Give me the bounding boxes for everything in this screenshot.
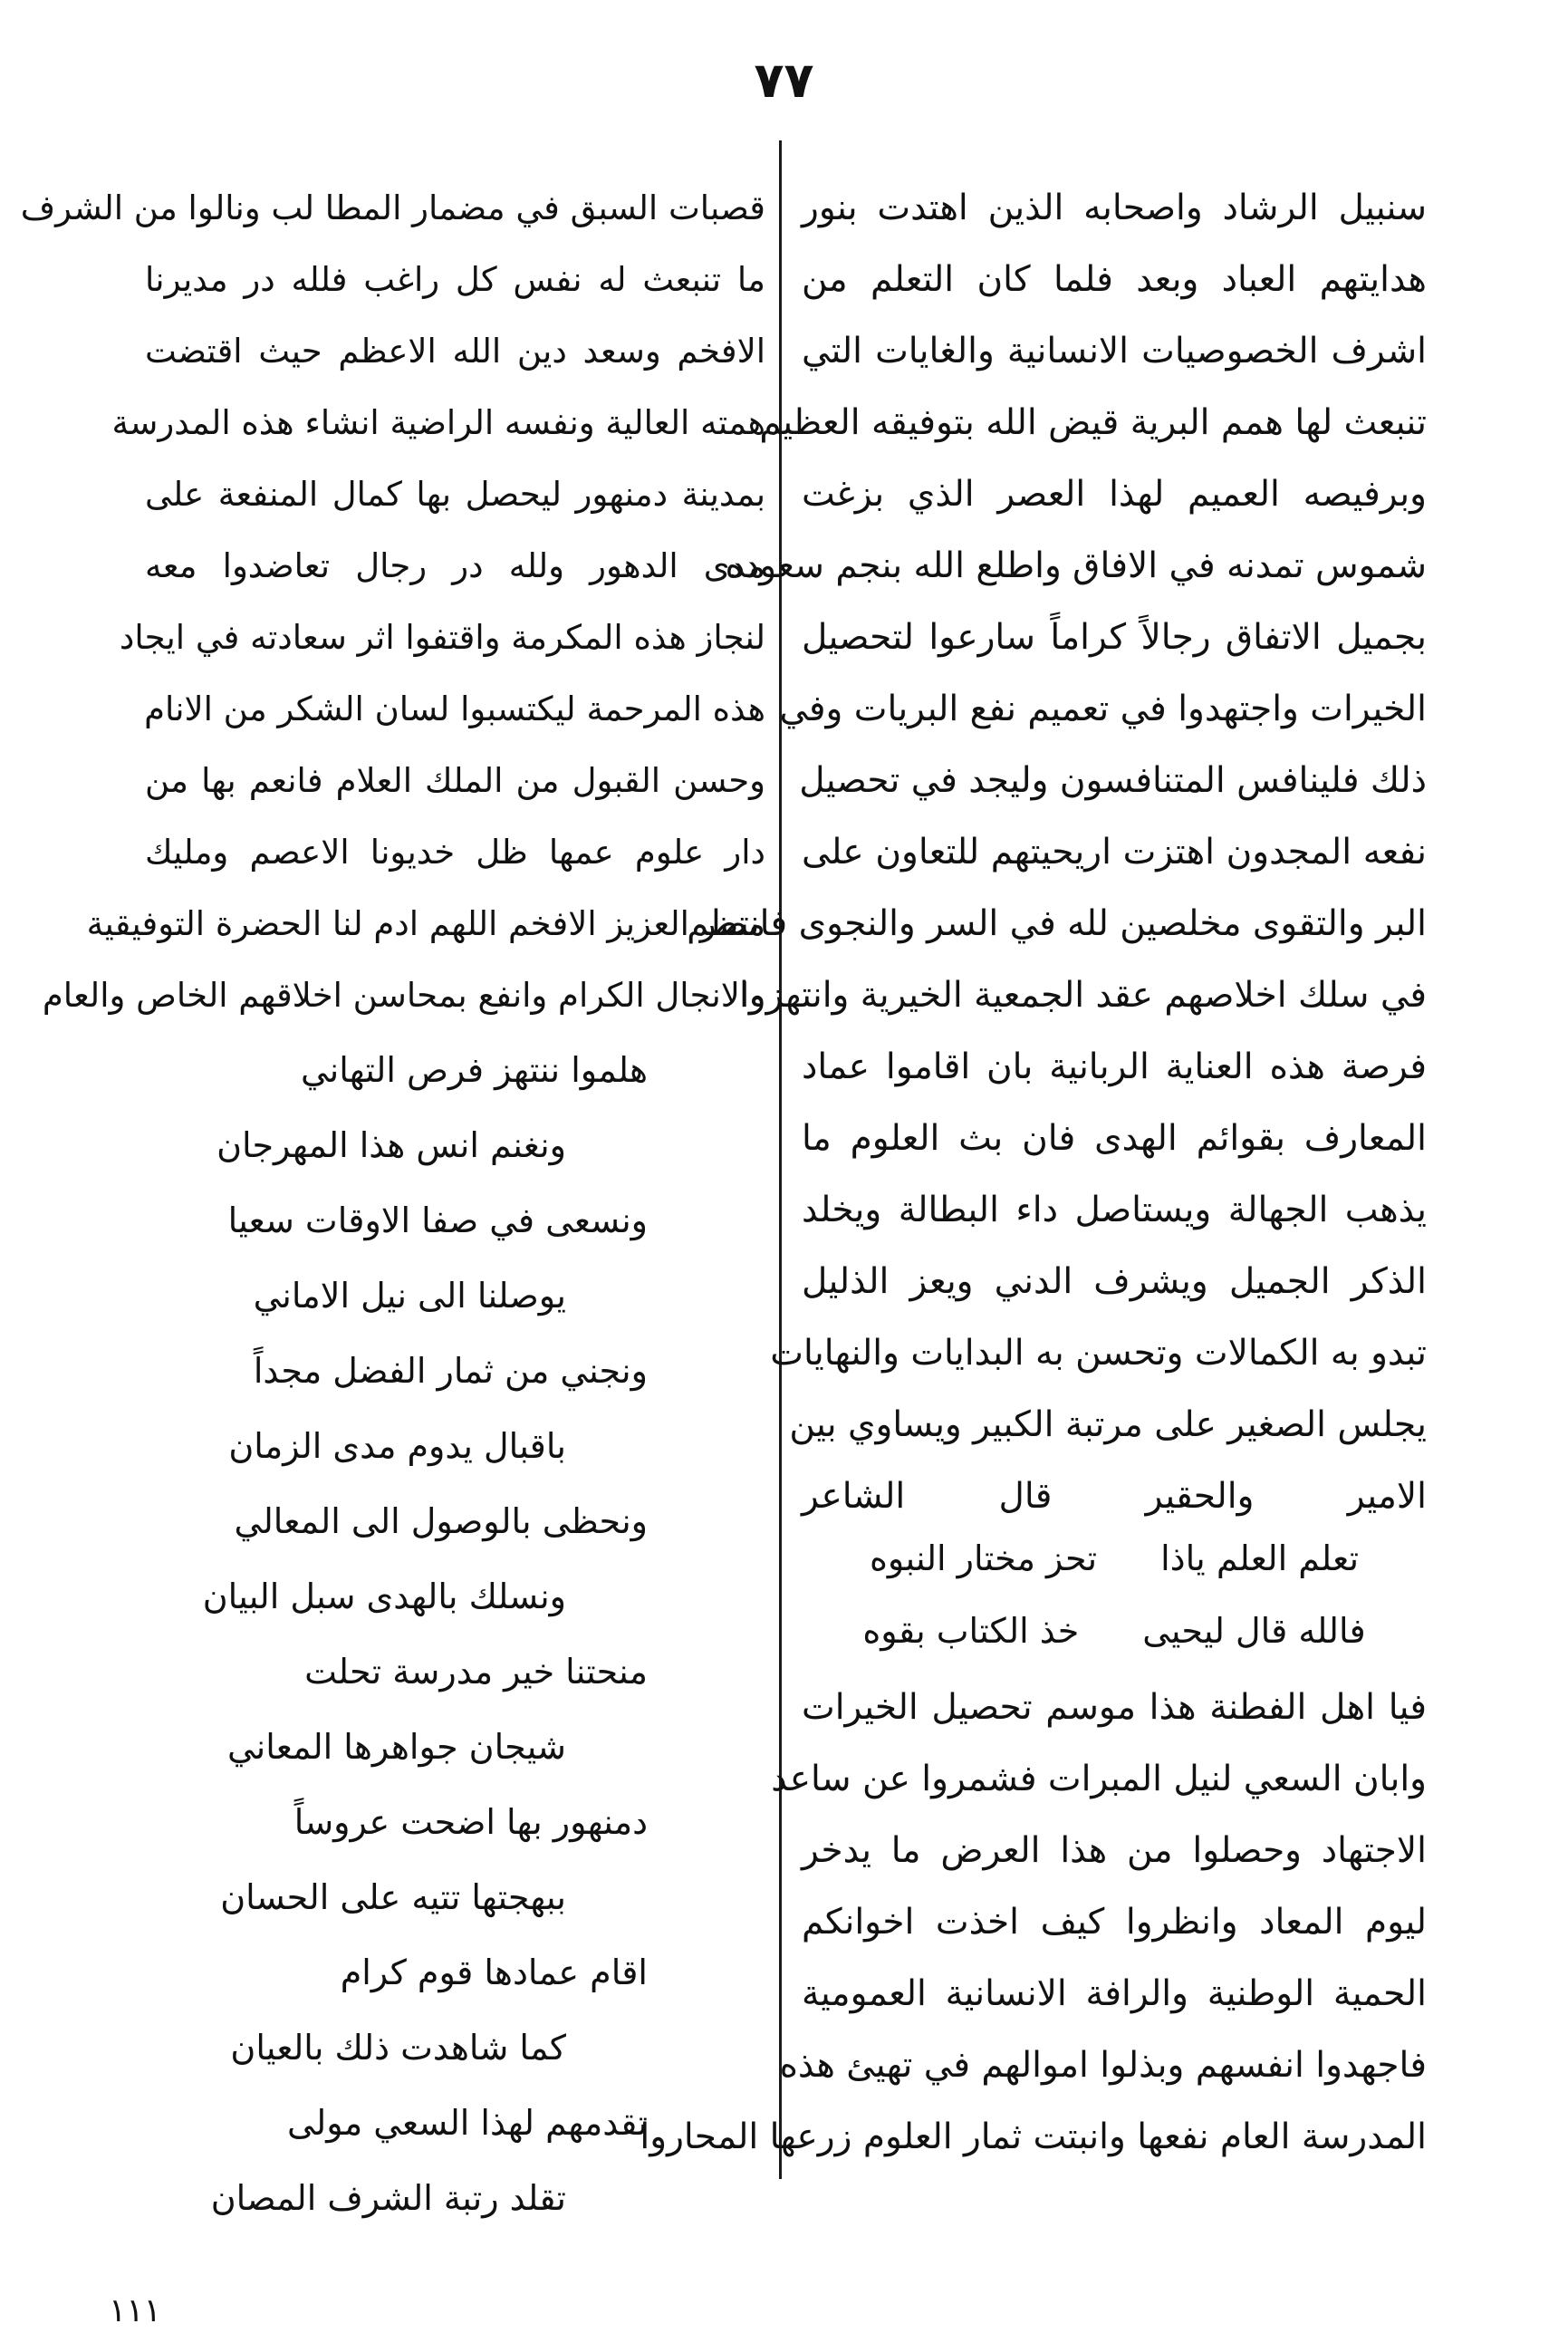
text-line: بمدينة دمنهور ليحصل بها كمال المنفعة على <box>145 475 765 514</box>
text-line: نفعه المجدون اهتزت اريحيتهم للتعاون على <box>802 832 1427 873</box>
text-line: تنبعث لها همم البرية قيض الله بتوفيقه العظيم <box>759 402 1427 443</box>
verse-line: منحتنا خير مدرسة تحلت <box>304 1652 648 1692</box>
text-line: في سلك اخلاصهم عقد الجمعية الخيرية وانتهزوا <box>738 975 1427 1016</box>
verse-line: هلموا ننتهز فرص التهاني <box>300 1050 648 1090</box>
verse-line: دمنهور بها اضحت عروساً <box>293 1802 648 1842</box>
quote-line <box>802 1522 1427 1595</box>
text-line: دار علوم عمها ظل خديونا الاعصم ومليك <box>145 833 765 872</box>
text-line: تبدو به الكمالات وتحسن به البدايات والنهايات <box>770 1333 1427 1374</box>
text-line: الاجتهاد وحصلوا من هذا العرض ما يدخر <box>802 1830 1427 1871</box>
left-column-verses <box>145 1033 765 2236</box>
verse-line: ببهجتها تتيه على الحسان <box>220 1877 566 1917</box>
text-line: المدرسة العام نفعها وانبتت ثمار العلوم زرعها المحاروا <box>640 2116 1427 2157</box>
text-line: شموس تمدنه في الافاق واطلع الله بنجم سعوده <box>725 545 1427 586</box>
text-line: والانجال الكرام وانفع بمحاسن اخلاقهم الخاص والعام <box>42 976 765 1015</box>
left-column-prose <box>20 172 765 1031</box>
text-line: فيا اهل الفطنة هذا موسم تحصيل الخيرات <box>802 1687 1427 1728</box>
text-line: البر والتقوى مخلصين لله في السر والنجوى فانتظم <box>687 903 1427 944</box>
verse-line: باقبال يدوم مدى الزمان <box>228 1426 566 1466</box>
text-line: لنجاز هذه المكرمة واقتفوا اثر سعادته في ايجاد <box>119 618 765 657</box>
verse-line: اقام عمادها قوم كرام <box>340 1952 648 1992</box>
hemistich: خذ الكتاب بقوه <box>862 1611 1080 1651</box>
text-line: المعارف بقوائم الهدى فان بث العلوم ما <box>802 1118 1427 1159</box>
hemistich: فالله قال ليحيى <box>1142 1611 1366 1651</box>
text-line: قصبات السبق في مضمار المطا لب ونالوا من الشرف <box>20 188 765 227</box>
verse-line: كما شاهدت ذلك بالعيان <box>230 2028 566 2068</box>
verse-line: ونسلك بالهدى سبل البيان <box>202 1576 566 1616</box>
poetry-quote <box>802 1522 1427 1667</box>
quote-line <box>802 1595 1427 1667</box>
text-line: سنبيل الرشاد واصحابه الذين اهتدت بنور <box>802 188 1427 228</box>
text-line: فرصة هذه العناية الربانية بان اقاموا عماد <box>802 1046 1427 1087</box>
verse-line: ونسعى في صفا الاوقات سعيا <box>227 1200 648 1240</box>
text-line: يذهب الجهالة ويستاصل داء البطالة ويخلد <box>802 1190 1427 1230</box>
text-line: الذكر الجميل ويشرف الدني ويعز الذليل <box>802 1261 1427 1302</box>
text-line: ما تنبعث له نفس كل راغب فلله در مديرنا <box>145 260 765 299</box>
right-column-prose-bottom <box>640 1672 1427 2173</box>
verse-line: تقلد رتبة الشرف المصان <box>210 2178 566 2218</box>
text-line: ليوم المعاد وانظروا كيف اخذت اخوانكم <box>802 1902 1427 1943</box>
right-column-prose-top <box>687 172 1427 1532</box>
text-line: الخيرات واجتهدوا في تعميم نفع البريات وفي <box>779 689 1427 729</box>
text-line: هدايتهم العباد وبعد فلما كان التعلم من <box>802 259 1427 300</box>
text-line: يجلس الصغير على مرتبة الكبير ويساوي بين <box>789 1404 1427 1445</box>
hemistich: تعلم العلم ياذا <box>1160 1538 1360 1578</box>
text-line: مدى الدهور ولله در رجال تعاضدوا معه <box>145 546 765 585</box>
footer-page-number: ١١١ <box>109 2292 162 2329</box>
text-line: وبرفيصه العميم لهذا العصر الذي بزغت <box>802 474 1427 515</box>
text-line: فاجهدوا انفسهم وبذلوا اموالهم في تهيئ هذه <box>779 2045 1427 2086</box>
text-line: هذه المرحمة ليكتسبوا لسان الشكر من الانام <box>144 689 765 728</box>
verse-line: تقدمهم لهذا السعي مولى <box>286 2103 648 2143</box>
text-line: الحمية الوطنية والرافة الانسانية العمومية <box>802 1973 1427 2014</box>
text-line: الافخم وسعد دين الله الاعظم حيث اقتضت <box>145 332 765 371</box>
text-line: اشرف الخصوصيات الانسانية والغايات التي <box>802 331 1427 371</box>
text-line: مصر العزيز الافخم اللهم ادم لنا الحضرة التوفيقية <box>86 904 765 943</box>
verse-line: يوصلنا الى نيل الاماني <box>253 1276 566 1316</box>
text-line: همته العالية ونفسه الراضية انشاء هذه المدرسة <box>111 403 765 442</box>
text-line: بجميل الاتفاق رجالاً كراماً سارعوا لتحصيل <box>802 617 1427 658</box>
hemistich: تحز مختار النبوه <box>869 1538 1098 1578</box>
verse-line: ونحظى بالوصول الى المعالي <box>234 1501 648 1541</box>
text-line: وحسن القبول من الملك العلام فانعم بها من <box>145 761 765 800</box>
verse-line: شيجان جواهرها المعاني <box>226 1727 566 1767</box>
text-line: وابان السعي لنيل المبرات فشمروا عن ساعد <box>771 1759 1427 1799</box>
page-number: ٧٧ <box>754 52 814 109</box>
verse-line: ونغنم انس هذا المهرجان <box>216 1125 566 1165</box>
text-line: الامير والحقير قال الشاعر <box>802 1476 1427 1517</box>
text-line: ذلك فلينافس المتنافسون وليجد في تحصيل <box>799 760 1427 801</box>
verse-line: ونجني من ثمار الفضل مجداً <box>253 1351 648 1391</box>
